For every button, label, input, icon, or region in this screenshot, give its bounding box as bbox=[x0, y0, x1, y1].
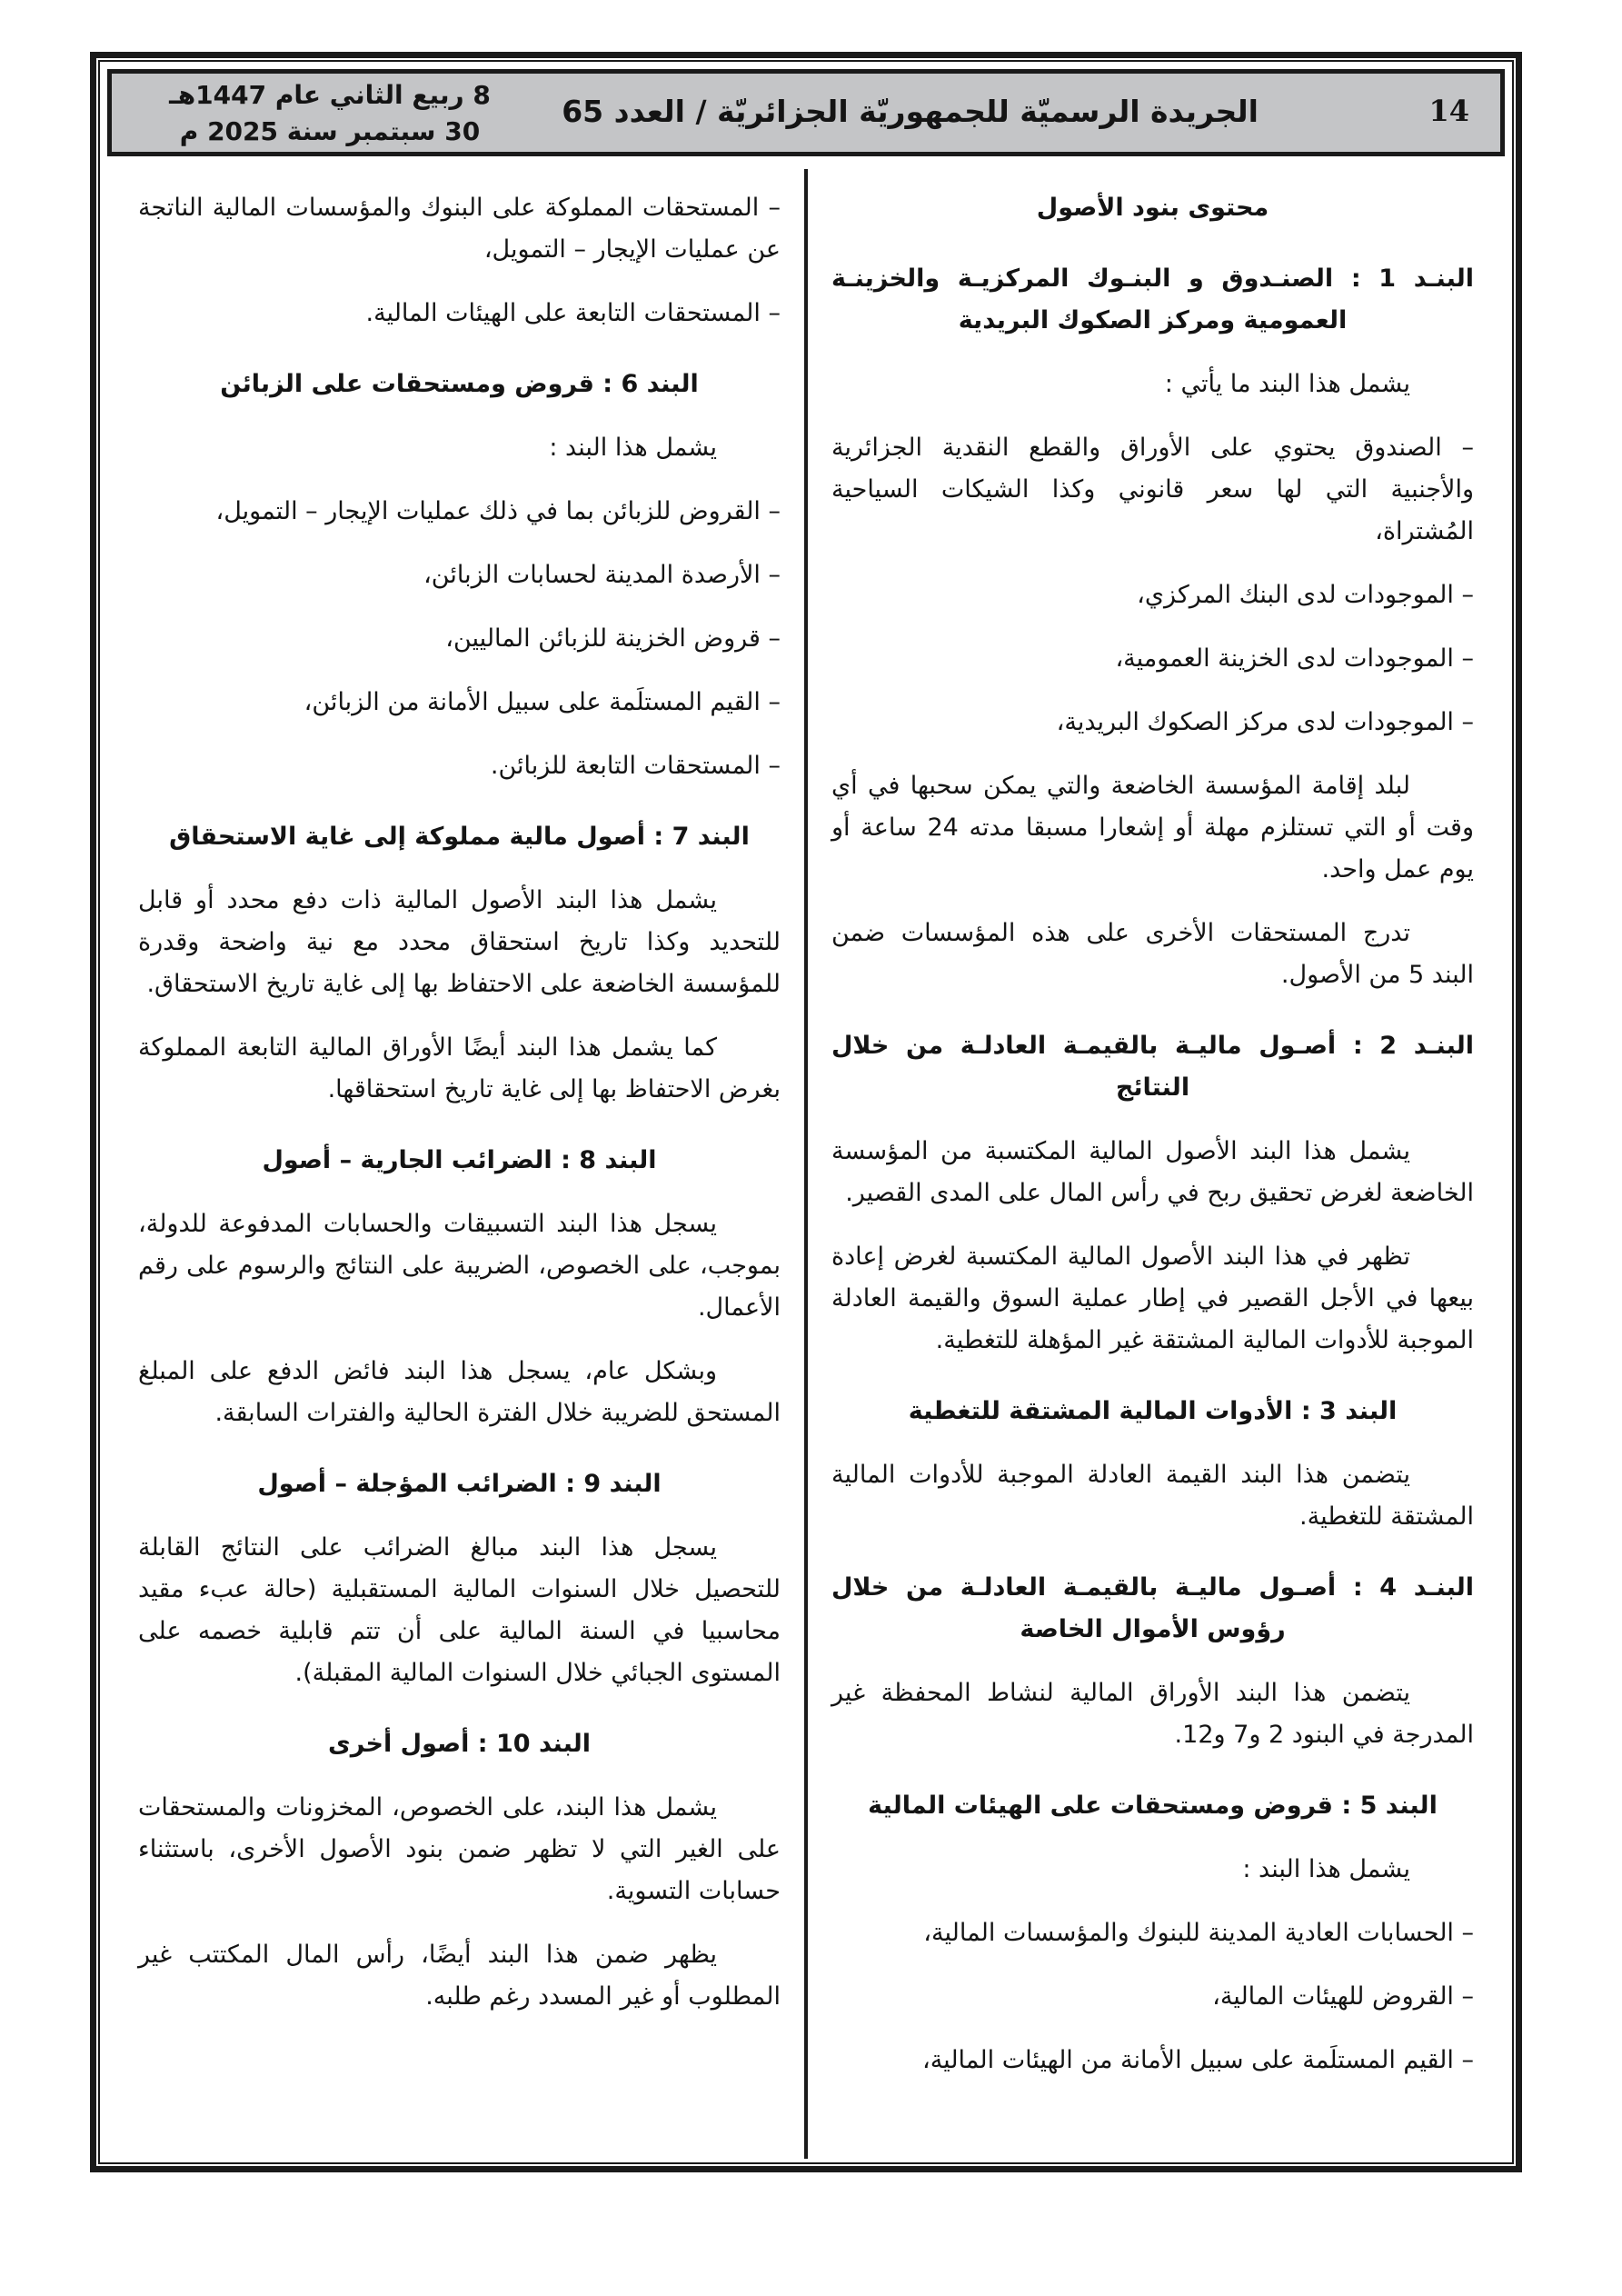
bullet-item: – المستحقات التابعة للزبائن. bbox=[490, 752, 781, 780]
section-heading: البند 9 : الضرائب المؤجلة – أصول bbox=[257, 1470, 662, 1498]
bullet-item: – الموجودات لدى البنك المركزي، bbox=[1137, 581, 1474, 609]
paragraph: يسجل هذا البند التسبيقات والحسابات المدفوعة للدولة، بموجب، على الخصوص، الضريبة على النتائج والرسوم على رقم الأعمال. bbox=[138, 1210, 781, 1322]
bullet-item: – القيم المستلَمة على سبيل الأمانة من الهيئات المالية، bbox=[921, 2046, 1474, 2074]
paragraph: يشمل هذا البند ما يأتي : bbox=[1164, 370, 1410, 398]
bullet-item: – الأرصدة المدينة لحسابات الزبائن، bbox=[423, 561, 781, 589]
column-left bbox=[114, 169, 804, 2159]
paragraph: يسجل هذا البند مبالغ الضرائب على النتائج القابلة للتحصيل خلال السنوات المالية المستقبلية (حالة عبء مقيد محاسبيا في السنة المالية على أن تتم قابلية خصمه على المستوى الجبائي خلال السنوات المالية المقبلة). bbox=[138, 1533, 781, 1687]
section-heading: البند 3 : الأدوات المالية المشتقة للتغطية bbox=[908, 1397, 1398, 1425]
bullet-item: – المستحقات التابعة على الهيئات المالية. bbox=[365, 299, 781, 327]
bullet-item: – القروض للزبائن بما في ذلك عمليات الإيجار – التمويل، bbox=[215, 497, 781, 525]
paragraph: يظهر ضمن هذا البند أيضًا، رأس المال المكتتب غير المطلوب أو غير المسدد رغم طلبه. bbox=[138, 1941, 781, 2011]
bullet-item: – المستحقات المملوكة على البنوك والمؤسسات المالية الناتجة عن عمليات الإيجار – التمويل، bbox=[138, 194, 781, 264]
bullet-item: – الموجودات لدى مركز الصكوك البريدية، bbox=[1056, 708, 1474, 736]
column-divider bbox=[804, 169, 808, 2159]
paragraph: تظهر في هذا البند الأصول المالية المكتسبة لغرض إعادة بيعها في الأجل القصير في إطار عملية السوق والقيمة العادلة الموجبة للأدوات المالية المشتقة غير المؤهلة للتغطية. bbox=[831, 1243, 1474, 1354]
paragraph: يشمل هذا البند : bbox=[549, 434, 717, 462]
bullet-item: – الصندوق يحتوي على الأوراق والقطع النقدية الجزائرية والأجنبية التي لها سعر قانوني وكذا الشيكات السياحية المُشتراة، bbox=[831, 434, 1474, 545]
header-band bbox=[107, 69, 1505, 156]
paragraph: يشمل هذا البند الأصول المالية المكتسبة من المؤسسة الخاضعة لغرض تحقيق ربح في رأس المال على المدى القصير. bbox=[831, 1137, 1474, 1207]
section-heading: البند 5 : قروض ومستحقات على الهيئات المالية bbox=[868, 1792, 1438, 1820]
section-heading: البنـد 2 : أصـول ماليـة بالقيمـة العادلـة من خلال النتائج bbox=[831, 1032, 1474, 1102]
date-gregorian: 30 سبتمبر سنة 2025 م bbox=[179, 116, 481, 146]
page-number: 14 bbox=[1428, 94, 1469, 128]
bullet-item: – الموجودات لدى الخزينة العمومية، bbox=[1115, 644, 1474, 673]
paragraph: تدرج المستحقات الأخرى على هذه المؤسسات ضمن البند 5 من الأصول. bbox=[831, 919, 1474, 989]
paragraph: يشمل هذا البند : bbox=[1242, 1855, 1410, 1883]
paragraph: وبشكل عام، يسجل هذا البند فائض الدفع على المبلغ المستحق للضريبة خلال الفترة الحالية والفترات السابقة. bbox=[138, 1357, 781, 1427]
page-frame-inner bbox=[98, 60, 1514, 2164]
paragraph: يشمل هذا البند الأصول المالية ذات دفع محدد أو قابل للتحديد وكذا تاريخ استحقاق محدد مع نية واضحة وقدرة للمؤسسة الخاضعة على الاحتفاظ بها إلى غاية تاريخ الاستحقاق. bbox=[138, 886, 781, 998]
bullet-item: – القروض للهيئات المالية، bbox=[1212, 1982, 1474, 2011]
section-heading: البند 10 : أصول أخرى bbox=[328, 1730, 591, 1758]
paragraph: يتضمن هذا البند الأوراق المالية لنشاط المحفظة غير المدرجة في البنود 2 و7 و12. bbox=[831, 1679, 1474, 1749]
date-hijri: 8 ربيع الثاني عام 1447هـ bbox=[169, 80, 491, 110]
column-right bbox=[808, 169, 1498, 2159]
paragraph: كما يشمل هذا البند أيضًا الأوراق المالية التابعة المملوكة بغرض الاحتفاظ بها إلى غاية تاريخ استحقاقها. bbox=[138, 1033, 781, 1103]
gazette-title: الجريدة الرسميّة للجمهوريّة الجزائريّة / العدد 65 bbox=[562, 94, 1259, 129]
columns-container bbox=[114, 169, 1498, 2159]
section-heading: البند 6 : قروض ومستحقات على الزبائن bbox=[220, 370, 699, 398]
section-heading: البند 7 : أصول مالية مملوكة إلى غاية الاستحقاق bbox=[169, 823, 750, 851]
section-heading: البنـد 4 : أصـول ماليـة بالقيمـة العادلـة من خلال رؤوس الأموال الخاصة bbox=[831, 1573, 1474, 1643]
bullet-item: – الحسابات العادية المدينة للبنوك والمؤسسات المالية، bbox=[923, 1919, 1474, 1947]
bullet-item: – القيم المستلَمة على سبيل الأمانة من الزبائن، bbox=[304, 688, 781, 716]
section-heading: البنـد 1 : الصنـدوق و البنـوك المركزيـة والخزينـة العمومية ومركز الصكوك البريدية bbox=[831, 265, 1474, 334]
paragraph: يشمل هذا البند، على الخصوص، المخزونات والمستحقات على الغير التي لا تظهر ضمن بنود الأصول الأخرى، باستثناء حسابات التسوية. bbox=[138, 1793, 781, 1905]
paragraph: لبلد إقامة المؤسسة الخاضعة والتي يمكن سحبها في أي وقت أو التي تستلزم مهلة أو إشعارا مسبقا مدته 24 ساعة أو يوم عمل واحد. bbox=[831, 772, 1475, 883]
page-frame bbox=[90, 52, 1522, 2172]
column-title: محتوى بنود الأصول bbox=[1036, 194, 1269, 222]
paragraph: يتضمن هذا البند القيمة العادلة الموجبة للأدوات المالية المشتقة للتغطية. bbox=[831, 1461, 1474, 1531]
section-heading: البند 8 : الضرائب الجارية – أصول bbox=[262, 1146, 657, 1174]
bullet-item: – قروض الخزينة للزبائن الماليين، bbox=[445, 624, 781, 653]
